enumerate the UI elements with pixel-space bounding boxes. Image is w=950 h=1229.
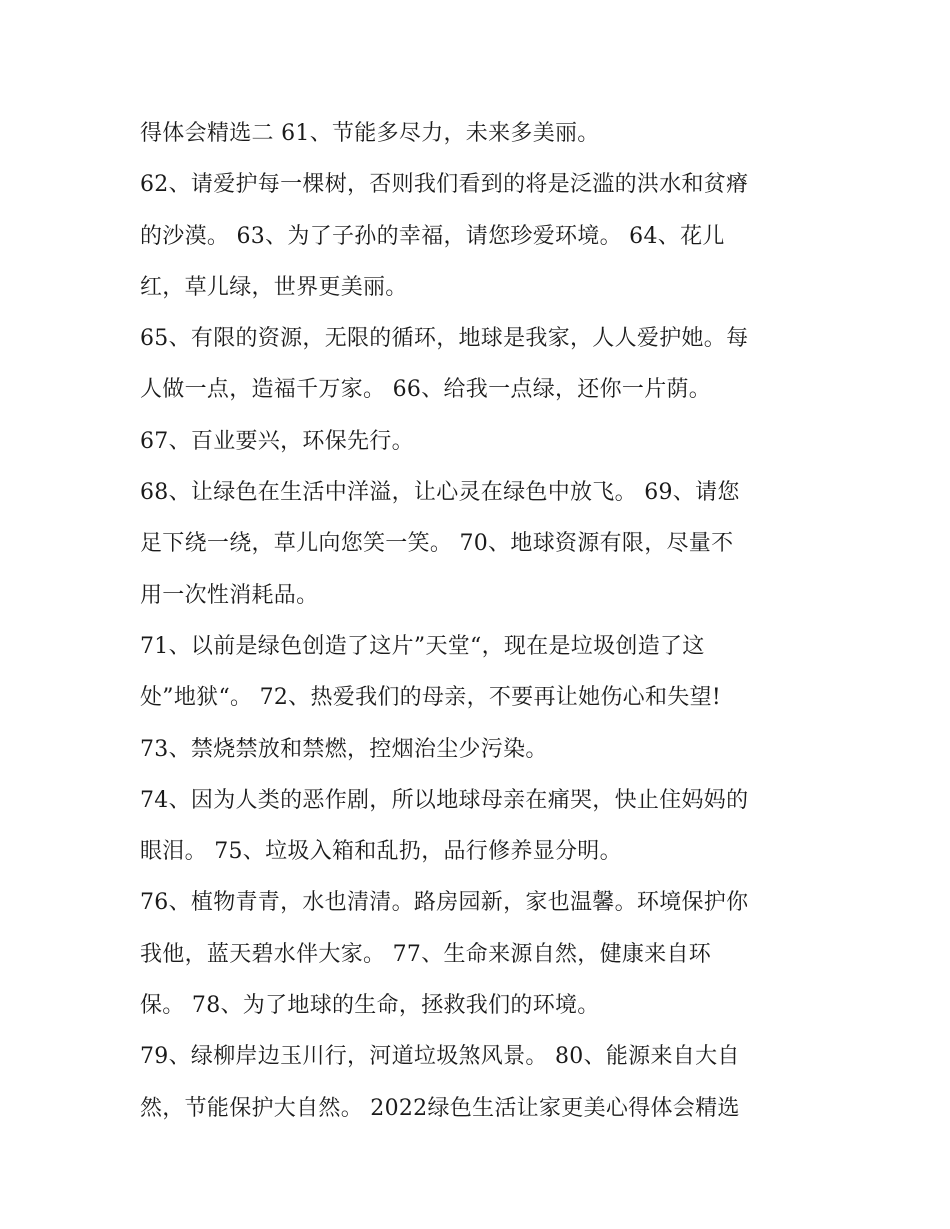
text-line: 眼泪。 75、垃圾入箱和乱扔，品行修养显分明。 bbox=[140, 839, 622, 865]
text-line: 74、因为人类的恶作剧，所以地球母亲在痛哭，快止住妈妈的 bbox=[140, 787, 749, 813]
text-line: 62、请爱护每一棵树，否则我们看到的将是泛滥的洪水和贫瘠 bbox=[140, 172, 749, 198]
text-line: 得体会精选二 61、节能多尽力，未来多美丽。 bbox=[140, 121, 600, 146]
document-body bbox=[140, 108, 830, 1134]
text-line: 73、禁烧禁放和禁燃，控烟治尘少污染。 bbox=[140, 736, 548, 762]
text-line: 71、以前是绿色创造了这片”天堂“，现在是垃圾创造了这 bbox=[140, 633, 705, 659]
text-line: 足下绕一绕，草儿向您笑一笑。 70、地球资源有限，尽量不 bbox=[140, 531, 734, 557]
text-line: 处”地狱“。 72、热爱我们的母亲，不要再让她伤心和失望! bbox=[140, 685, 722, 711]
text-line: 65、有限的资源，无限的循环，地球是我家，人人爱护她。每 bbox=[140, 326, 749, 352]
text-line: 的沙漠。 63、为了子孙的幸福，请您珍爱环境。 64、花儿 bbox=[140, 223, 725, 249]
text-line: 人做一点，造福千万家。 66、给我一点绿，还你一片荫。 bbox=[140, 377, 712, 403]
text-line: 用一次性消耗品。 bbox=[140, 582, 319, 608]
text-line: 我他，蓝天碧水伴大家。 77、生命来源自然，健康来自环 bbox=[140, 941, 712, 967]
text-line: 76、植物青青，水也清清。路房园新，家也温馨。环境保护你 bbox=[140, 890, 749, 916]
text-line: 79、绿柳岸边玉川行，河道垃圾煞风景。 80、能源来自大自 bbox=[140, 1044, 740, 1070]
text-line: 然，节能保护大自然。 2022绿色生活让家更美心得体会精选 bbox=[140, 1095, 740, 1121]
text-line: 68、让绿色在生活中洋溢，让心灵在绿色中放飞。 69、请您 bbox=[140, 480, 740, 506]
text-line: 67、百业要兴，环保先行。 bbox=[140, 428, 414, 454]
text-line: 保。 78、为了地球的生命，拯救我们的环境。 bbox=[140, 993, 600, 1019]
text-line: 红，草儿绿，世界更美丽。 bbox=[140, 274, 408, 300]
